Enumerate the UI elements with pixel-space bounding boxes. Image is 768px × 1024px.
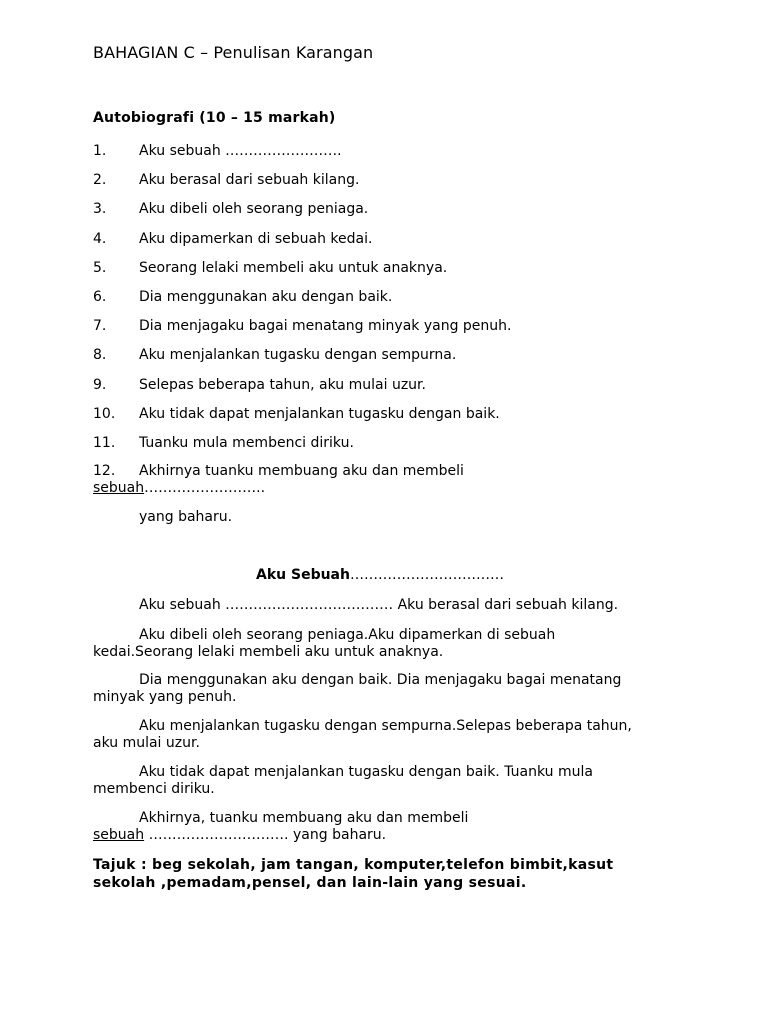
list-item	[93, 317, 693, 346]
list-text-continued	[93, 480, 265, 497]
essay-paragraph	[93, 597, 693, 614]
paragraph-line: Aku sebuah ……………………………… Aku berasal dari sebuah kilang.	[139, 597, 619, 613]
list-text: Dia menggunakan aku dengan baik.	[139, 288, 393, 305]
list-item-12-tail: yang baharu.	[139, 509, 233, 525]
paragraph-line: Aku tidak dapat menjalankan tugasku dengan baik. Tuanku mula	[139, 764, 593, 780]
underlined-word: sebuah	[93, 480, 145, 496]
paragraph-line: membenci diriku.	[93, 781, 215, 797]
list-text: Seorang lelaki membeli aku untuk anaknya.	[139, 259, 448, 276]
essay-paragraph	[93, 810, 693, 844]
list-text: Akhirnya tuanku membuang aku dan membeli	[139, 463, 464, 479]
paragraph-line: aku mulai uzur.	[93, 735, 200, 751]
essay-paragraph	[93, 764, 693, 798]
list-number: 11.	[93, 434, 116, 451]
essay-title-bold: Aku Sebuah	[256, 567, 350, 583]
list-text: Aku sebuah …………………….	[139, 143, 342, 159]
list-number: 8.	[93, 347, 107, 364]
list-item	[93, 171, 693, 200]
list-number: 9.	[93, 376, 107, 393]
list-item	[93, 142, 693, 171]
list-number: 2.	[93, 172, 107, 189]
list-number: 12.	[93, 463, 116, 479]
list-item	[93, 376, 693, 405]
list-text: Aku menjalankan tugasku dengan sempurna.	[139, 347, 457, 364]
list-text: Tuanku mula membenci diriku.	[139, 434, 354, 451]
paragraph-line: Aku dibeli oleh seorang peniaga.Aku dipamerkan di sebuah	[139, 627, 556, 643]
list-text: Aku berasal dari sebuah kilang.	[139, 172, 360, 189]
outline-list	[93, 142, 693, 463]
list-item	[93, 200, 693, 229]
list-number: 5.	[93, 259, 107, 276]
list-number: 1.	[93, 143, 107, 159]
blank-dots: ………………………… yang baharu.	[144, 827, 387, 843]
list-text: Dia menjagaku bagai menatang minyak yang penuh.	[139, 318, 512, 335]
essay-paragraph	[93, 627, 693, 661]
paragraph-line: kedai.Seorang lelaki membeli aku untuk anaknya.	[93, 644, 444, 660]
list-number: 3.	[93, 201, 107, 218]
paragraph-line: Akhirnya, tuanku membuang aku dan membeli	[139, 810, 469, 826]
list-text: Selepas beberapa tahun, aku mulai uzur.	[139, 376, 426, 393]
list-item	[93, 259, 693, 288]
paragraph-line: Dia menggunakan aku dengan baik. Dia menjagaku bagai menatang	[139, 672, 622, 688]
topic-note	[93, 856, 613, 892]
essay-title-dots: ……………………………	[349, 567, 504, 583]
list-item	[93, 288, 693, 317]
paragraph-line	[93, 827, 693, 844]
essay-paragraph	[93, 672, 693, 706]
list-text: Aku tidak dapat menjalankan tugasku dengan baik.	[139, 405, 500, 422]
list-number: 7.	[93, 318, 107, 335]
list-number: 4.	[93, 230, 107, 247]
section-heading: BAHAGIAN C – Penulisan Karangan	[93, 43, 374, 62]
essay-paragraph	[93, 718, 693, 752]
autobiography-subheading: Autobiografi (10 – 15 markah)	[93, 110, 336, 126]
underlined-word: sebuah	[93, 827, 145, 843]
list-item	[93, 405, 693, 434]
paragraph-line: minyak yang penuh.	[93, 689, 237, 705]
topic-line: sekolah ,pemadam,pensel, dan lain-lain yang sesuai.	[93, 875, 527, 891]
blank-dots: ……………………..	[144, 480, 266, 496]
list-text: Aku dipamerkan di sebuah kedai.	[139, 230, 373, 247]
list-item	[93, 230, 693, 259]
list-item	[93, 346, 693, 375]
list-number: 10.	[93, 405, 116, 422]
paragraph-line: Aku menjalankan tugasku dengan sempurna.Selepas beberapa tahun,	[139, 718, 632, 734]
list-item	[93, 434, 693, 463]
list-number: 6.	[93, 288, 107, 305]
topic-line: Tajuk : beg sekolah, jam tangan, komputer,telefon bimbit,kasut	[93, 857, 614, 873]
essay-title	[256, 567, 504, 583]
list-text: Aku dibeli oleh seorang peniaga.	[139, 201, 369, 218]
